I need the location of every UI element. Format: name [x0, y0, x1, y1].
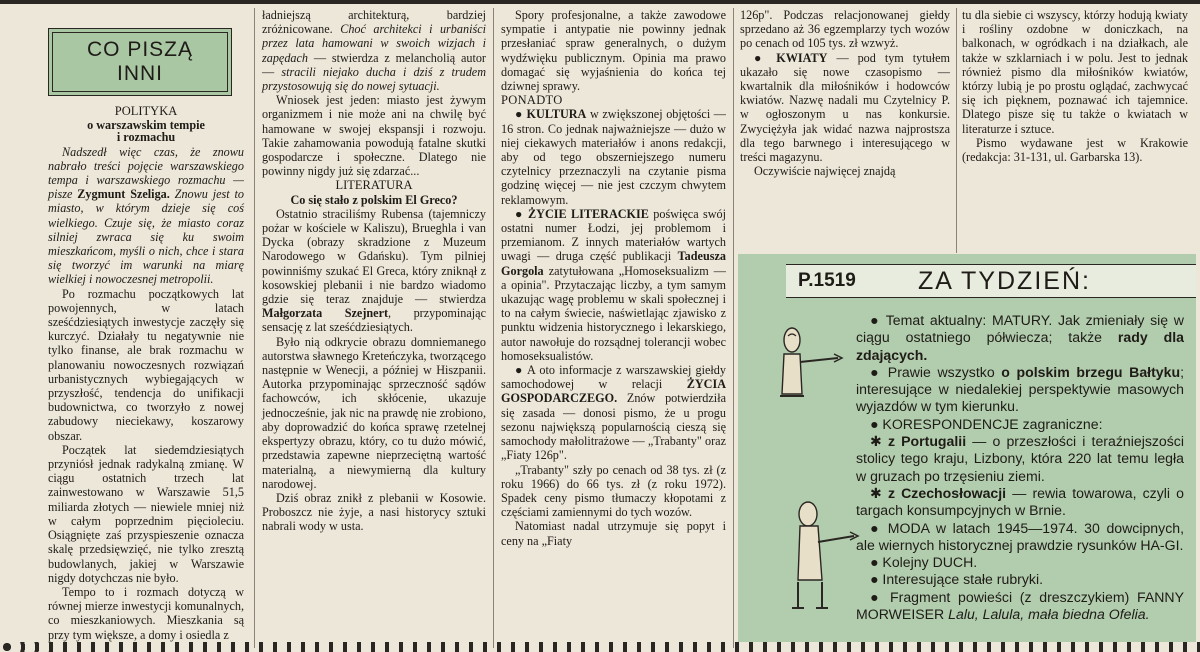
- text-span: — pod tym tytułem ukazało się nowe czasopismo — kwartalnik dla miłośników i hodowców kwiatów. Nazwę nadali mu Czytelnicy P. w ogłoszonym u nas konkursie. Zwyciężyła jak widać nazwa najprostsza dla tego barwnego i interesującego w treści magazynu.: [740, 50, 950, 165]
- article-intro: [48, 145, 244, 287]
- paragraph: Natomiast nadal utrzymuje się popyt i ceny na „Fiaty: [501, 519, 726, 548]
- section-title-line1: CO PISZĄ: [86, 38, 194, 61]
- text-span: Ostatnio straciliśmy Rubensa (tajemniczy pożar w kościele w Kaliszu), Brueghla i van Dycka (obrazy skradzione z Muzeum Narodowego w Gdańsku). Tym pilniej powinniśmy szukać El Greca, który zniknął z kosowskiej plebanii i nie bardzo wiadomo gdzie się teraz znajduje — stwierdza: [262, 206, 486, 307]
- highlight: z Czechosłowacji: [887, 484, 1007, 501]
- highlight: z Portugalii: [887, 433, 967, 450]
- text-span: ładniejszą architekturą, bardziej zróżnicowane.: [262, 8, 486, 37]
- section-heading: PONADTO: [501, 93, 563, 108]
- text-span: — rewia towarowa, czyli o targach konsumpcyjnych w Brnie.: [856, 484, 1185, 519]
- next-week-box: [738, 254, 1196, 642]
- text-span: ; interesujące w niedalekiej perspektywie masowych wyjazdów w tym kierunku.: [856, 363, 1184, 415]
- text-span: ● A oto informacje z warszawskiej giełdy samochodowej w relacji: [501, 363, 726, 392]
- paragraph: Początek lat siedemdziesiątych przyniósł jednak radykalną zmianę. W ciągu ostatnich trzech lat zainwestowano w Warszawie 51,5 miliarda złotych — niewiele mniej niż w całym poprzednim pięcioleciu. Osiągnięte zaś przyspieszenie oznacza skalę przedsięwzięć, nie tylko zresztą budowlanych, jakiej w Warszawie nigdy dotychczas nie było.: [48, 442, 244, 585]
- column-divider: [956, 8, 957, 253]
- paragraph: [262, 8, 486, 93]
- paragraph: Dziś obraz znikł z plebanii w Kosowie. Proboszcz nie żyje, a nasi historycy sztuki nabrali wody w usta.: [262, 490, 486, 534]
- pointing-figure-illustration-bottom: [782, 496, 862, 616]
- magazine-name: KWIATY: [776, 50, 828, 65]
- list-item: [856, 364, 1184, 416]
- pointing-figure-illustration-top: [768, 324, 848, 414]
- bullet: ●: [515, 206, 529, 221]
- top-rule: [0, 0, 1200, 4]
- magazine-name: ŻYCIE LITERACKIE: [528, 206, 649, 221]
- list-item: [856, 312, 1184, 364]
- article-subtitle-line1: o warszawskim tempie: [87, 118, 205, 133]
- article-subtitle-line2: i rozmachu: [116, 130, 176, 145]
- section-heading: LITERATURA: [335, 178, 413, 193]
- text-span: w zwiększonej objętości — 16 stron. Co jednak najważniejsze — dużo w niej ciekawych materiałów i anons redakcji, aby od tego obszerniejszego numeru czytelnicy przeznaczyli na czytanie pisma godzinę więcej — nie jest czczym chwytem reklamowym.: [501, 107, 726, 207]
- bullet: ●: [754, 50, 777, 65]
- star-bullet: ✱: [870, 484, 888, 501]
- bottom-ornament: [0, 642, 1200, 652]
- paragraph: Wniosek jest jeden: miasto jest żywym organizmem i nie może ani na chwilę być hamowane w swojej ekspansji i rozwoju. Takie zahamowania powodują fatalne skutki gospodarcze i społeczne. Dlatego nie powinny nigdy już się zdarzać...: [262, 93, 486, 179]
- star-bullet: ✱: [870, 433, 888, 450]
- paragraph: Oczywiście najwięcej znajdą: [754, 164, 896, 179]
- column-3: [501, 8, 726, 548]
- text-span: ● Temat aktualny: MATURY. Jak zmieniały się w ciągu ostatniego półwiecza; także: [856, 312, 1184, 346]
- text-span: , przypominając sensację z lat sześćdziesiątych.: [262, 306, 487, 335]
- text-span: ● Prawie wszystko: [870, 363, 1002, 380]
- text-span: ● Fragment powieści (z dreszczykiem) FANNY MORWEISER: [856, 588, 1184, 623]
- text-span: — o przeszłości i teraźniejszości stolicy tego kraju, Lizbony, która 220 lat temu legła w gruzach po trzęsieniu ziemi.: [856, 433, 1184, 484]
- highlight: o polskim brzegu Bałtyku: [1001, 363, 1181, 380]
- list-item: [856, 485, 1184, 520]
- article-subtitle: Co się stało z polskim El Greco?: [290, 192, 458, 207]
- paragraph: 126p". Podczas relacjonowanej giełdy sprzedano aż 36 egzemplarzy tych wozów po cenach od 105 tys. zł wzwyż.: [740, 8, 950, 51]
- magazine-name: ŻYCIA GOSPODARCZEGO.: [501, 377, 726, 406]
- list-item: ● MODA w latach 1945—1974. 30 dowcipnych, ale wiernych historycznej prawdzie rysunków HA-GI.: [856, 519, 1184, 553]
- section-title-box: [48, 28, 232, 96]
- column-divider: [254, 8, 255, 648]
- paragraph: Spory profesjonalne, a także zawodowe sympatie i antypatie nie powinny jednak przesłaniać spraw generalnych, o dużym wydźwięku publicznym. Opinia ma prawo domagać się wyjaśnienia do końca tej dziwnej sprawy.: [501, 8, 726, 94]
- paragraph: Po rozmachu początkowych lat powojennych, w latach sześćdziesiątych inwestycje zaczęły się kurczyć. Działały tu negatywnie nie tylko finanse, ale brak rozmachu w planowaniu nowoczesnych rozwiązań urbanistycznych wybiegających w przyszłość, tendencja do unifikacji budownictwa, co tworzyło z nowej zabudowy nieciekawy, koszarowy obszar.: [48, 286, 244, 443]
- bullet: ●: [515, 107, 527, 122]
- author-name: Tadeusza Gorgola: [501, 249, 726, 278]
- text-span: Znów potwierdziła się zasada — donosi pismo, że u progu sezonu największą popularnością cieszą się samochody małolitrażowe — „Trabanty" oraz „Fiaty 126p".: [501, 391, 726, 463]
- list-item: ● Interesujące stałe rubryki.: [870, 571, 1044, 588]
- magazine-name: KULTURA: [526, 107, 587, 122]
- highlight: rady dla zdających.: [856, 329, 1184, 363]
- novel-title: Lalu, Lalula, mała biedna Ofelia.: [948, 606, 1150, 623]
- section-heading: POLITYKA: [114, 104, 178, 118]
- quote-span: stracili niejako ducha i dziś z trudem przystosowują się do nowej sytuacji.: [262, 64, 487, 94]
- quote-span: Choć architekci i urbaniści przez lata hamowani w swoich wizjach i zapędach: [262, 22, 486, 65]
- author-name: Zygmunt Szeliga.: [77, 187, 170, 202]
- text-span: — stwierdza z melancholią autor —: [262, 50, 486, 79]
- column-divider: [493, 8, 494, 648]
- list-item: ● KORESPONDENCJE zagraniczne:: [870, 415, 1103, 432]
- list-item: ● Kolejny DUCH.: [870, 554, 978, 571]
- column-divider: [733, 8, 734, 648]
- paragraph: Pismo wydawane jest w Krakowie (redakcja: 31-131, ul. Garbarska 13).: [962, 135, 1188, 165]
- list-item: [856, 433, 1184, 485]
- paragraph: „Trabanty" szły po cenach od 38 tys. zł (z roku 1966) do 66 tys. zł (z roku 1972). Spadek ceny pismo tłumaczy kłopotami z częściami zamiennymi do tych wozów.: [501, 462, 726, 520]
- column-1: [48, 104, 244, 642]
- intro-text: Nadszedł więc czas, że znowu nabrało treści pojęcie warszawskiego tempa i warszawskiego rozmachu — pisze: [48, 144, 244, 202]
- paragraph: Było nią odkrycie obrazu domniemanego autorstwa sławnego Kreteńczyka, tworzącego następnie w Wenecji, a później w Hiszpanii. Autorka przypominając sprzeczność sądów fachowców, ich skłócenie, ukazuje jednocześnie, jak nic na prawdę nie zrobiono, aby doprowadzić do końca sprawę rzetelnej ekspertyzy obrazu, który, co tu dużo mówić, przedstawia zapewne nieprzeciętną wartość materialną, a niewymierną dla kultury narodowej.: [262, 334, 486, 491]
- next-week-header: [738, 254, 1196, 304]
- index-code: P.1519: [798, 270, 856, 291]
- intro-text: Znowu jest to miasto, w którym dzieje się coś wielkiego. Czuje się, że miasto coraz silniej zwraca się ku swoim mieszkańcom, myśli o nich, chce i stara się tworzyć im warunki na miarę wielkiej i nowoczesnej metropolii.: [48, 187, 245, 287]
- paragraph: [501, 207, 726, 363]
- paragraph: [501, 107, 726, 206]
- text-span: zatytułowana „Homoseksualizm — a opinia". Przytaczając liczby, a tym samym ukazując wagę problemu w skali społecznej i to na całym świecie, naświetlając zjawisko z punktu widzenia historycznego i lekarskiego, autor nawołuje do rozsądnej tolerancji wobec homoseksualistów.: [501, 263, 726, 363]
- text-span: poświęca swój ostatni numer Łodzi, jej problemom i przemianom. Z innych materiałów wartych uwagi — druga część publikacji: [501, 206, 726, 264]
- paragraph: [501, 363, 726, 462]
- column-5: [962, 8, 1188, 164]
- column-2: [262, 8, 486, 534]
- author-name: Małgorzata Szejnert: [262, 306, 389, 321]
- paragraph: tu dla siebie ci wszyscy, którzy hodują kwiaty i rośliny ozdobne w doniczkach, na balkonach, w ogródkach i na działkach, ale także w szklarniach i w polu. Jest to jednak również pismo dla miłośników kwiatów, którzy lubią je po prostu oglądać, zachwycać się ich pięknem, poznawać ich tajemnice. Dlatego pisze się tu także o kwiatach w literaturze i sztuce.: [962, 8, 1188, 136]
- next-week-list: [856, 312, 1184, 623]
- column-4: [740, 8, 950, 178]
- list-item: [856, 589, 1184, 624]
- paragraph: [262, 207, 486, 335]
- paragraph: Tempo to i rozmach dotyczą w równej mierze inwestycji komunalnych, co mieszkaniowych. Mieszkania są przy tym większe, a domy i osiedla z: [48, 584, 244, 642]
- section-title-line2: INNI: [117, 62, 163, 85]
- paragraph: [740, 51, 950, 165]
- next-week-title: ZA TYDZIEŃ:: [918, 267, 1091, 295]
